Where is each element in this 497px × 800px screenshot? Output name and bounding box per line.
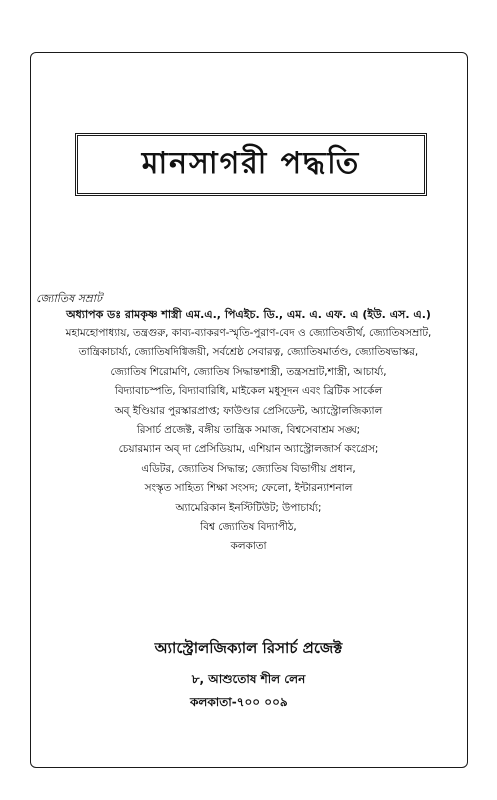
credential-line: অব্ ইণ্ডিয়ার পুরস্কারপ্রাপ্ত; ফাউণ্ডার প্রেসিডেন্ট, অ্যাস্ট্রোলজিক্যাল [114,404,383,417]
credential-line: মহামহোপাধ্যায়, তন্ত্রগুরু, কাব্য-ব্যাকরণ-স্মৃতি-পুরাণ-বেদ ও জ্যোতিষতীর্থ, জ্যোতিষসম্রাট, [65,327,432,339]
publisher-address: ৮, আশুতোষ শীল লেন [191,672,306,686]
credential-line: রিসার্চ প্রজেক্ট, বঙ্গীয় তান্ত্রিক সমাজ, বিশ্বসেবাশ্রম সঙ্ঘ; [136,423,361,436]
book-title: মানসাগরী পদ্ধতি [141,146,361,181]
credential-line: চেয়ারম্যান অব্ দা প্রেসিডিয়াম, এশিয়ান অ্যাস্ট্রোলজার্স কংগ্রেস; [118,443,379,456]
credential-line: এডিটর, জ্যোতিষ সিদ্ধান্ত; জ্যোতিষ বিভাগীয় প্রধান, [141,462,356,475]
credential-line: সংস্কৃত সাহিত্য শিক্ষা সংসদ; ফেলো, ইন্টারন্যাশনাল [144,482,353,495]
credential-line: বিদ্যাবাচস্পতি, বিদ্যাবারিধি, মাইকেল মধুসূদন এবং ব্রিটিক সার্কেল [114,385,383,398]
title-box [75,133,427,196]
author-credentials [0,324,497,557]
honorific-label: জ্যোতিষ সম্রাট [36,292,102,305]
publisher-name: অ্যাস্ট্রোলজিক্যাল রিসার্চ প্রজেক্ট [154,639,343,657]
credential-line: তান্ত্রিকাচার্য্য, জ্যোতিষদিগ্বিজয়ী, সর্বশ্রেষ্ঠ সেবারত্ন, জ্যোতিষমার্তণ্ড, জ্যোতিষভাস্কর, [78,346,419,359]
credential-line: কলকাতা [230,540,267,553]
author-name: অধ্যাপক ডঃ রামকৃষ্ণ শাস্ত্রী এম.এ., পিএইচ. ডি., এম. এ. এফ. এ (ইউ. এস. এ.) [66,308,431,321]
credential-line: জ্যোতিষ শিরোমণি, জ্যোতিষ সিদ্ধান্তশাস্ত্রী, তন্ত্রসম্রাট,শাস্ত্রী, আচার্য্য, [110,365,387,378]
publisher-city: কলকাতা-৭০০ ০০৯ [190,695,288,709]
credential-line: অ্যামেরিকান ইনস্টিটিউট; উপাচার্য্য; [175,501,322,514]
credential-line: বিশ্ব জ্যোতিষ বিদ্যাপীঠ, [200,520,297,533]
